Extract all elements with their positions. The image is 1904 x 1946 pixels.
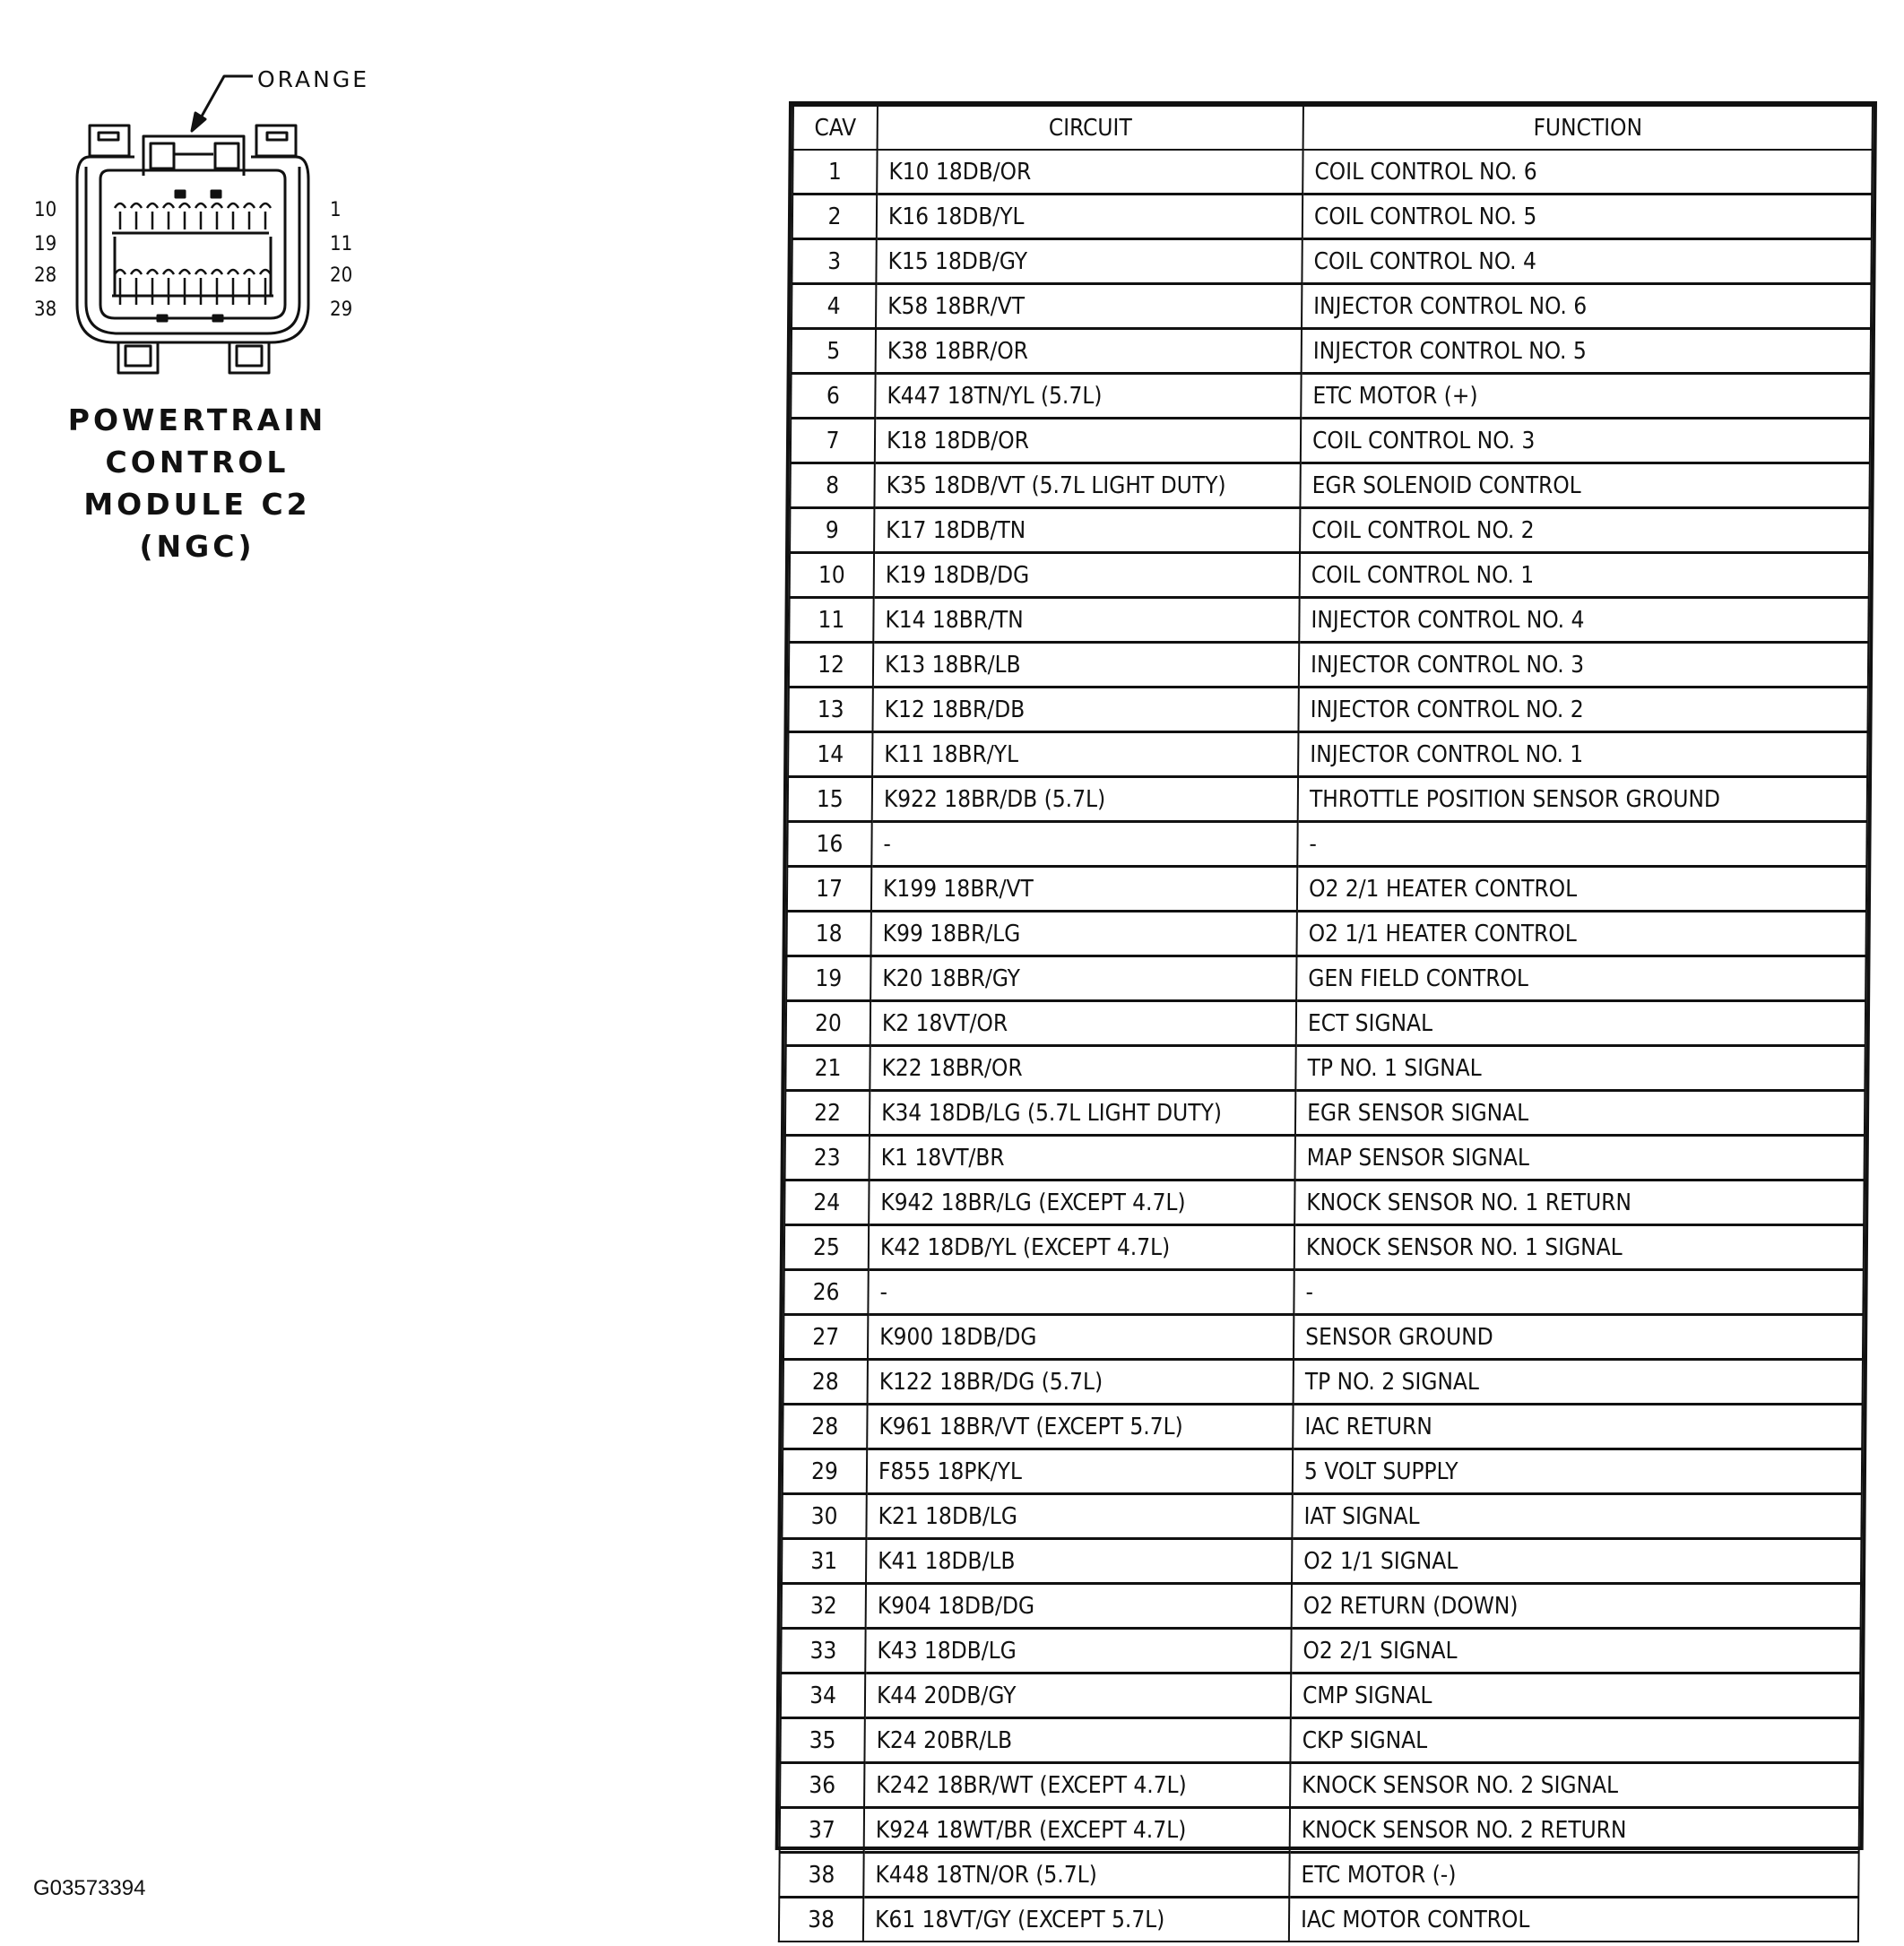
function-cell: IAC RETURN (1293, 1405, 1862, 1449)
circuit-cell: K44 20DB/GY (865, 1674, 1291, 1718)
function-cell: INJECTOR CONTROL NO. 5 (1302, 329, 1871, 374)
pin-label-left-3: 28 (34, 264, 57, 287)
circuit-cell: K61 18VT/GY (EXCEPT 5.7L) (863, 1898, 1289, 1942)
cav-cell: 14 (788, 732, 872, 777)
table-row (787, 912, 1866, 956)
function-cell: COIL CONTROL NO. 5 (1303, 195, 1872, 239)
function-cell: INJECTOR CONTROL NO. 1 (1298, 732, 1867, 777)
pin-label-right-2: 11 (330, 233, 353, 255)
table-row (783, 1270, 1863, 1315)
table-row (780, 1808, 1859, 1853)
table-row (786, 956, 1865, 1001)
circuit-cell: - (871, 822, 1297, 867)
figure-id: G03573394 (33, 1876, 146, 1900)
function-cell: TP NO. 2 SIGNAL (1294, 1360, 1863, 1405)
table-row (787, 867, 1866, 912)
pin-label-left-1: 10 (34, 199, 57, 221)
cav-cell: 28 (783, 1405, 867, 1449)
table-row (787, 822, 1866, 867)
table-row (780, 1763, 1859, 1808)
function-cell: IAT SIGNAL (1292, 1494, 1861, 1539)
pin-label-left-2: 19 (34, 233, 57, 255)
connector-title (63, 399, 332, 567)
circuit-cell: K448 18TN/OR (5.7L) (863, 1853, 1289, 1898)
cav-cell: 34 (781, 1674, 865, 1718)
cav-cell: 7 (791, 419, 875, 463)
cav-cell: 15 (788, 777, 872, 822)
function-cell: ECT SIGNAL (1296, 1001, 1865, 1046)
title-line-4: (NGC) (139, 529, 255, 564)
cav-cell: 10 (790, 553, 874, 598)
table-row (788, 777, 1867, 822)
circuit-cell: K34 18DB/LG (5.7L LIGHT DUTY) (870, 1091, 1295, 1136)
title-line-3: MODULE C2 (83, 487, 311, 522)
cav-cell: 30 (782, 1494, 866, 1539)
function-cell: COIL CONTROL NO. 2 (1300, 508, 1869, 553)
cav-cell: 13 (788, 688, 872, 732)
circuit-cell: K14 18BR/TN (873, 598, 1299, 643)
cav-cell: 27 (783, 1315, 868, 1360)
circuit-cell: K1 18VT/BR (870, 1136, 1295, 1181)
table-row (781, 1629, 1860, 1674)
function-cell: O2 RETURN (DOWN) (1292, 1584, 1861, 1629)
circuit-cell: K447 18TN/YL (5.7L) (875, 374, 1301, 419)
cav-cell: 5 (792, 329, 876, 374)
orange-leader-line (199, 76, 253, 121)
circuit-cell: K900 18DB/DG (868, 1315, 1294, 1360)
function-cell: TP NO. 1 SIGNAL (1295, 1046, 1865, 1091)
table-row (782, 1494, 1861, 1539)
circuit-cell: K22 18BR/OR (870, 1046, 1295, 1091)
function-cell: IAC MOTOR CONTROL (1289, 1898, 1858, 1942)
cav-cell: 6 (791, 374, 875, 419)
table-row (788, 732, 1867, 777)
circuit-cell: K21 18DB/LG (866, 1494, 1292, 1539)
cav-cell: 36 (780, 1763, 864, 1808)
table-row (790, 463, 1869, 508)
table-row (786, 1001, 1865, 1046)
function-cell: O2 1/1 HEATER CONTROL (1297, 912, 1866, 956)
function-cell: KNOCK SENSOR NO. 1 SIGNAL (1294, 1225, 1864, 1270)
table-row (788, 688, 1867, 732)
cav-cell: 31 (782, 1539, 866, 1584)
cav-cell: 2 (792, 195, 877, 239)
table-row (782, 1539, 1861, 1584)
table-row (790, 553, 1869, 598)
function-cell: GEN FIELD CONTROL (1296, 956, 1865, 1001)
function-cell: KNOCK SENSOR NO. 1 RETURN (1294, 1181, 1864, 1225)
table-row (779, 1898, 1858, 1942)
circuit-cell: K35 18DB/VT (5.7L LIGHT DUTY) (874, 463, 1300, 508)
function-cell: COIL CONTROL NO. 4 (1302, 239, 1871, 284)
function-cell: KNOCK SENSOR NO. 2 RETURN (1290, 1808, 1859, 1853)
circuit-cell: K18 18DB/OR (875, 419, 1301, 463)
cav-cell: 11 (789, 598, 873, 643)
circuit-cell: K20 18BR/GY (870, 956, 1296, 1001)
pinout-table (778, 105, 1874, 1942)
cav-cell: 4 (792, 284, 876, 329)
circuit-cell: F855 18PK/YL (867, 1449, 1293, 1494)
circuit-cell: K904 18DB/DG (866, 1584, 1292, 1629)
circuit-cell: K122 18BR/DG (5.7L) (868, 1360, 1294, 1405)
function-cell: INJECTOR CONTROL NO. 4 (1299, 598, 1868, 643)
function-cell: SENSOR GROUND (1294, 1315, 1863, 1360)
circuit-cell: K12 18BR/DB (872, 688, 1298, 732)
function-cell: KNOCK SENSOR NO. 2 SIGNAL (1290, 1763, 1859, 1808)
circuit-cell: K942 18BR/LG (EXCEPT 4.7L) (869, 1181, 1294, 1225)
function-cell: 5 VOLT SUPPLY (1293, 1449, 1862, 1494)
pin-label-left-4: 38 (34, 298, 57, 321)
function-cell: EGR SENSOR SIGNAL (1295, 1091, 1865, 1136)
cav-cell: 37 (780, 1808, 864, 1853)
function-cell: - (1297, 822, 1866, 867)
terminal-cavities (112, 203, 273, 305)
circuit-cell: K99 18BR/LG (871, 912, 1297, 956)
function-cell: ETC MOTOR (+) (1301, 374, 1870, 419)
function-cell: COIL CONTROL NO. 6 (1303, 150, 1872, 195)
circuit-cell: K24 20BR/LB (864, 1718, 1290, 1763)
cav-cell: 3 (792, 239, 876, 284)
table-row (792, 150, 1872, 195)
function-cell: O2 1/1 SIGNAL (1292, 1539, 1861, 1584)
header-cav: CAV (793, 106, 878, 150)
cav-cell: 18 (787, 912, 871, 956)
table-row (785, 1046, 1865, 1091)
cav-cell: 32 (782, 1584, 866, 1629)
pin-label-right-4: 29 (330, 298, 353, 321)
cav-cell: 20 (786, 1001, 870, 1046)
cav-cell: 29 (783, 1449, 867, 1494)
circuit-cell: K924 18WT/BR (EXCEPT 4.7L) (864, 1808, 1290, 1853)
circuit-cell: K58 18BR/VT (876, 284, 1302, 329)
circuit-cell: K41 18DB/LB (866, 1539, 1292, 1584)
circuit-cell: K38 18BR/OR (876, 329, 1302, 374)
function-cell: CKP SIGNAL (1290, 1718, 1859, 1763)
cav-cell: 26 (783, 1270, 868, 1315)
table-row (781, 1674, 1860, 1718)
circuit-cell: K15 18DB/GY (876, 239, 1302, 284)
table-row (791, 419, 1870, 463)
cav-cell: 35 (780, 1718, 864, 1763)
cav-cell: 22 (785, 1091, 870, 1136)
cav-cell: 12 (789, 643, 873, 688)
table-row (789, 598, 1868, 643)
title-line-2: CONTROL (105, 445, 290, 480)
header-circuit: CIRCUIT (878, 106, 1303, 150)
table-row (783, 1405, 1862, 1449)
circuit-cell: K242 18BR/WT (EXCEPT 4.7L) (864, 1763, 1290, 1808)
cav-cell: 23 (785, 1136, 870, 1181)
table-body (779, 150, 1873, 1942)
table-row (785, 1091, 1865, 1136)
function-cell: EGR SOLENOID CONTROL (1300, 463, 1869, 508)
table-row (785, 1136, 1865, 1181)
circuit-cell: K961 18BR/VT (EXCEPT 5.7L) (867, 1405, 1293, 1449)
function-cell: CMP SIGNAL (1291, 1674, 1860, 1718)
table-row (792, 284, 1871, 329)
cav-cell: 9 (790, 508, 874, 553)
table-row (792, 239, 1871, 284)
circuit-cell: - (868, 1270, 1294, 1315)
circuit-cell: K11 18BR/YL (872, 732, 1298, 777)
circuit-cell: K16 18DB/YL (877, 195, 1303, 239)
table-row (784, 1225, 1864, 1270)
table-row (783, 1315, 1863, 1360)
table-row (792, 195, 1872, 239)
function-cell: INJECTOR CONTROL NO. 2 (1298, 688, 1867, 732)
function-cell: INJECTOR CONTROL NO. 6 (1302, 284, 1871, 329)
cav-cell: 1 (792, 150, 877, 195)
table-row (791, 374, 1870, 419)
cav-cell: 24 (784, 1181, 869, 1225)
circuit-cell: K42 18DB/YL (EXCEPT 4.7L) (869, 1225, 1294, 1270)
cav-cell: 25 (784, 1225, 869, 1270)
function-cell: THROTTLE POSITION SENSOR GROUND (1298, 777, 1867, 822)
function-cell: O2 2/1 HEATER CONTROL (1297, 867, 1866, 912)
cav-cell: 8 (790, 463, 874, 508)
pin-label-right-1: 1 (330, 199, 342, 221)
function-cell: MAP SENSOR SIGNAL (1295, 1136, 1865, 1181)
table-row (783, 1449, 1862, 1494)
function-cell: COIL CONTROL NO. 1 (1300, 553, 1869, 598)
cav-cell: 19 (786, 956, 870, 1001)
cav-cell: 16 (787, 822, 871, 867)
table-row (789, 643, 1868, 688)
circuit-cell: K2 18VT/OR (870, 1001, 1296, 1046)
table-row (782, 1584, 1861, 1629)
cav-cell: 21 (785, 1046, 870, 1091)
connector-housing-outer (77, 157, 308, 342)
header-function: FUNCTION (1303, 106, 1873, 150)
circuit-cell: K10 18DB/OR (877, 150, 1303, 195)
table-row (783, 1360, 1863, 1405)
circuit-cell: K13 18BR/LB (873, 643, 1299, 688)
table-row (779, 1853, 1858, 1898)
cav-cell: 17 (787, 867, 871, 912)
function-cell: INJECTOR CONTROL NO. 3 (1299, 643, 1868, 688)
connector-color-label: ORANGE (257, 66, 370, 92)
circuit-cell: K17 18DB/TN (874, 508, 1300, 553)
function-cell: COIL CONTROL NO. 3 (1301, 419, 1870, 463)
circuit-cell: K922 18BR/DB (5.7L) (872, 777, 1298, 822)
cav-cell: 28 (783, 1360, 868, 1405)
function-cell: - (1294, 1270, 1863, 1315)
pin-label-right-3: 20 (330, 264, 353, 287)
function-cell: O2 2/1 SIGNAL (1291, 1629, 1860, 1674)
title-line-1: POWERTRAIN (67, 402, 327, 437)
cav-cell: 38 (779, 1853, 863, 1898)
circuit-cell: K199 18BR/VT (871, 867, 1297, 912)
table-row (790, 508, 1869, 553)
cav-cell: 33 (781, 1629, 865, 1674)
table-header-row (793, 106, 1873, 150)
circuit-cell: K19 18DB/DG (874, 553, 1300, 598)
table-row (780, 1718, 1859, 1763)
table-row (792, 329, 1871, 374)
function-cell: ETC MOTOR (-) (1289, 1853, 1858, 1898)
pinout-table-frame (775, 101, 1877, 1933)
cav-cell: 38 (779, 1898, 863, 1942)
table-row (784, 1181, 1864, 1225)
circuit-cell: K43 18DB/LG (865, 1629, 1291, 1674)
